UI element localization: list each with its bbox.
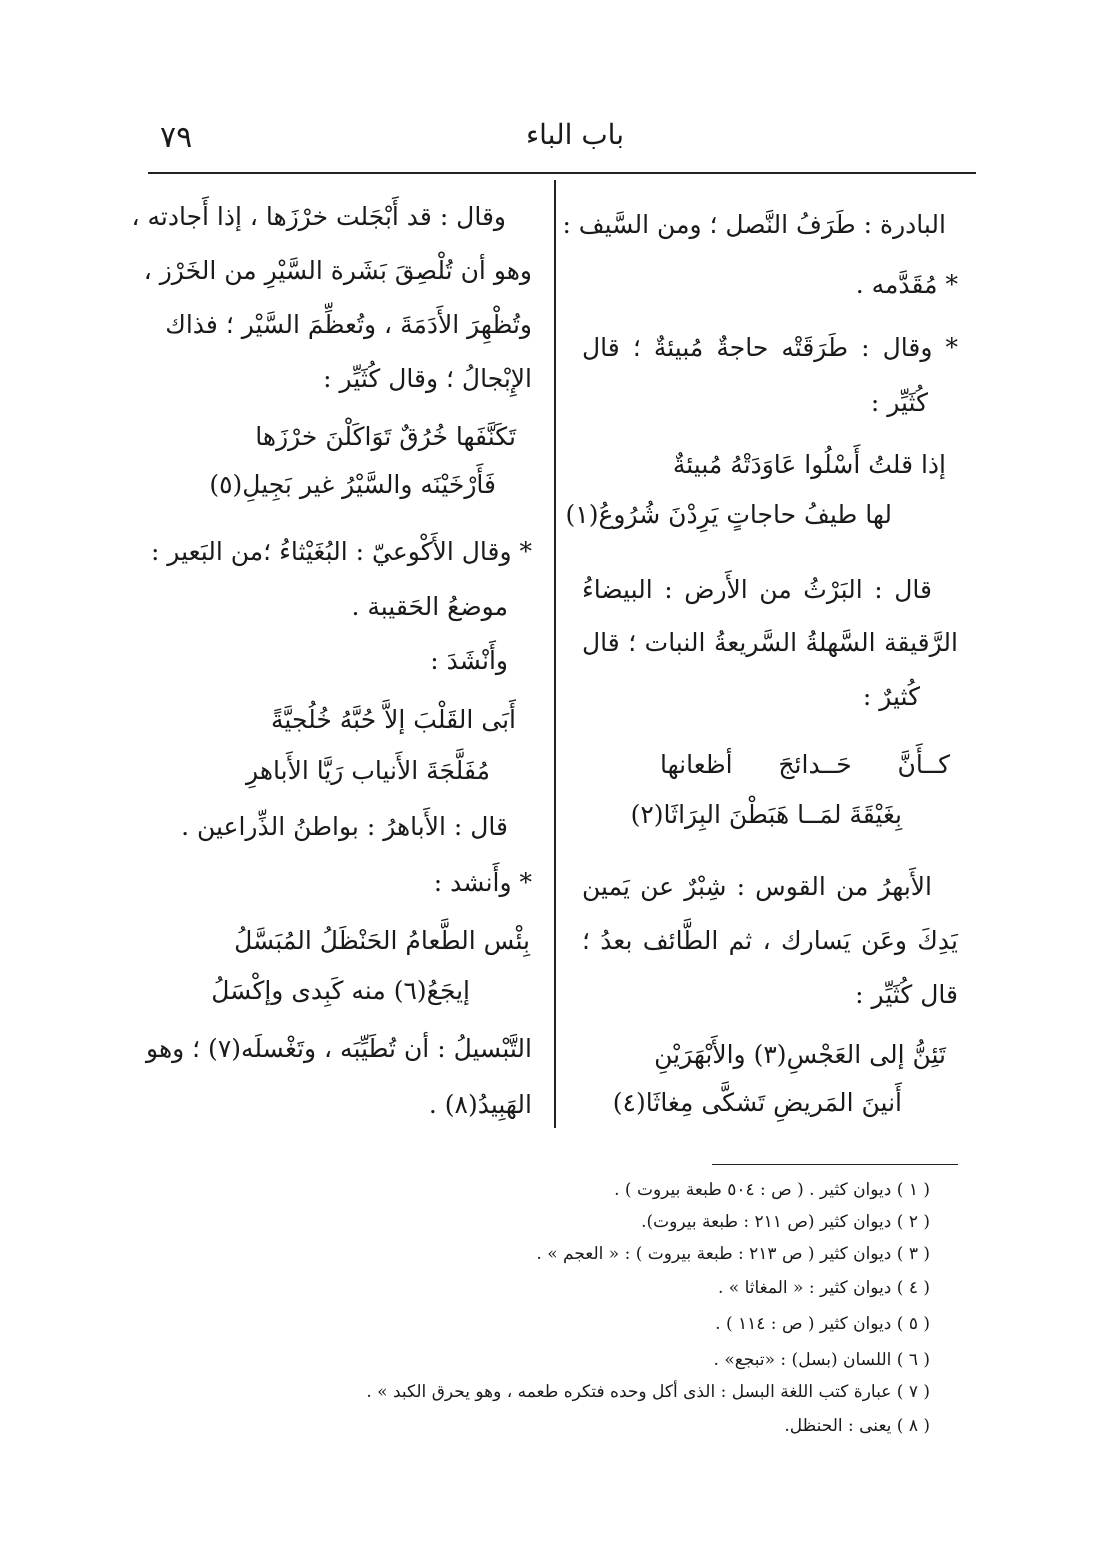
text-line: * وقال الأَكْوعيّ : البُغَيْثاءُ ؛من البَعير : xyxy=(150,537,532,566)
verse-line: أَنينَ المَريضِ تَشكَّى مِغاثَا(٤) xyxy=(612,1088,902,1117)
text-line: موضعُ الحَقيبة . xyxy=(351,592,508,621)
text-line: كُثيرٌ : xyxy=(862,682,920,711)
footnote: ( ٨ ) يعنى : الحنظل. xyxy=(784,1416,930,1436)
footnote-rule xyxy=(712,1164,958,1165)
text-line: الأَبهرُ من القوس : شِبْرٌ عن يَمين xyxy=(582,872,932,901)
verse-line: إذا قلتُ أَسْلُوا عَاوَدَتْهُ مُبيئةٌ xyxy=(672,450,946,479)
running-title: باب الباء xyxy=(525,118,625,151)
text-line: وأَنْشَدَ : xyxy=(430,646,508,675)
text-line: الهَبِيدُ(٨) . xyxy=(428,1090,532,1119)
text-line: * مُقَدَّمه . xyxy=(855,270,958,299)
verse-line: تَكَنَّفَها خُرُقٌ تَوَاكَلْنَ خرْزَها xyxy=(255,422,516,451)
header-rule xyxy=(148,172,976,174)
footnote: ( ٥ ) ديوان كثير ( ص : ١١٤ ) . xyxy=(715,1314,930,1334)
verse-line: بِغَيْقَةَ لمَــا هَبَطْنَ البِرَاثَا(٢) xyxy=(630,800,902,829)
text-line: قال : البَرْثُ من الأَرض : البيضاءُ xyxy=(582,575,932,604)
text-line: كُثَيِّر : xyxy=(870,388,928,417)
text-line: قال : الأَباهرُ : بواطنُ الذِّراعين . xyxy=(181,812,508,841)
verse-line: إيجَعُ(٦) منه كَبِدى وإكْسَلُ xyxy=(211,976,470,1005)
footnote: ( ٤ ) ديوان كثير : « المغاثا » . xyxy=(717,1278,930,1298)
text-line: التَّبْسيلُ : أن تُطَيِّبَه ، وتَغْسلَه(٧) ؛ وهو xyxy=(146,1034,532,1063)
text-line: * وأَنشد : xyxy=(433,868,532,897)
text-line: قال كُثَيِّر : xyxy=(855,980,958,1009)
verse-line: تَئِنُّ إلى العَجْسِ(٣) والأَبْهَرَيْنِ xyxy=(654,1040,946,1069)
text-line: البادرة : طَرَفُ النَّصل ؛ ومن السَّيف : xyxy=(562,210,946,239)
verse-line: مُفَلَّجَةَ الأَنياب رَيَّا الأَباهرِ xyxy=(246,756,490,785)
verse-line: أَبَى القَلْبَ إلاَّ حُبَّهُ خُلُجيَّةً xyxy=(271,705,516,734)
footnote: ( ٢ ) ديوان كثير (ص ٢١١ : طبعة بيروت). xyxy=(641,1212,930,1232)
text-line: وتُظْهِرَ الأَدَمَةَ ، وتُعظِّمَ السَّيْر ؛ فذاك xyxy=(165,310,532,339)
text-line: يَدِكَ وعَن يَسارك ، ثم الطَّائف بعدُ ؛ xyxy=(582,926,958,955)
text-line: وهو أن تُلْصِقَ بَشَرة السَّيْرِ من الخَرْز ، xyxy=(143,256,532,285)
footnote: ( ٣ ) ديوان كثير ( ص ٢١٣ : طبعة بيروت ) : « العجم » . xyxy=(536,1244,930,1264)
verse-line: فَأَرْخَيْنَه والسَّيْرُ غير بَجِيلِ(٥) xyxy=(209,470,496,499)
text-line: * وقال : طَرَقَتْه حاجةٌ مُبيئةٌ ؛ قال xyxy=(582,333,958,362)
page-number: ٧٩ xyxy=(160,120,193,155)
column-divider xyxy=(554,180,556,1128)
footnote: ( ٧ ) عبارة كتب اللغة البسل : الذى أكل وحده فتكره طعمه ، وهو يحرق الكبد » . xyxy=(366,1382,930,1402)
text-line: الرَّقيقة السَّهلةُ السَّريعةُ النبات ؛ قال xyxy=(582,628,958,657)
verse-line: كــأَنَّ حَــدائجَ أظعانها xyxy=(660,750,950,779)
footnote: ( ١ ) ديوان كثير . ( ص : ٥٠٤ طبعة بيروت ) . xyxy=(614,1180,930,1200)
verse-line: لها طيفُ حاجاتٍ يَرِدْنَ شُرُوعُ(١) xyxy=(565,500,892,529)
text-line: الإِبْجالُ ؛ وقال كُثَيِّر : xyxy=(323,364,532,393)
footnote: ( ٦ ) اللسان (بسل) : «تبجع» . xyxy=(713,1350,930,1370)
text-line: وقال : قد أَبْجَلت خرْزَها ، إذا أَجادته ، xyxy=(131,202,506,231)
verse-line: بِئْس الطَّعامُ الحَنْظَلُ المُبَسَّلُ xyxy=(234,926,530,955)
